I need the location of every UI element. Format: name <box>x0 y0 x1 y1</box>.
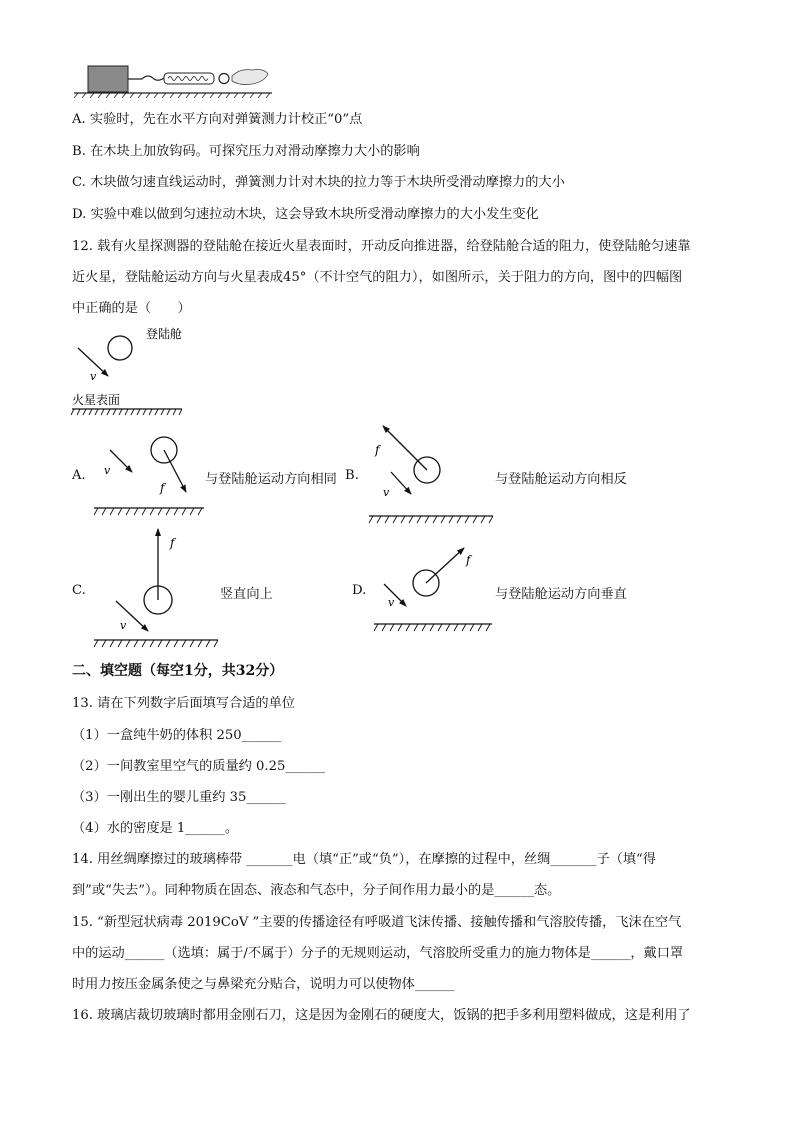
q11-option-b: B. 在木块上加放钩码。可探究压力对滑动摩擦力大小的影响 <box>72 144 420 159</box>
q14-line-1: 14. 用丝绸摩擦过的玻璃棒带 _______电（填“正”或“负”），在摩擦的过程中，丝绸_______子（填“得 <box>72 852 656 867</box>
choice-b-letter[interactable]: B. <box>345 468 359 483</box>
q12-line-2: 近火星，登陆舱运动方向与火星表成45°（不计空气的阻力），如图所示，关于阻力的方向，图中的四幅图 <box>72 270 683 285</box>
section-heading: 二、填空题（每空1分，共32分） <box>72 663 284 679</box>
q12-line-3: 中正确的是（ ） <box>72 301 191 316</box>
q11-option-c: C. 木块做匀速直线运动时，弹簧测力计对木块的拉力等于木块所受滑动摩擦力的大小 <box>72 175 565 190</box>
surface-hatch <box>369 516 493 523</box>
spring-scale-figure <box>72 60 282 100</box>
force-label: f <box>466 553 471 567</box>
velocity-arrow <box>391 472 411 494</box>
choice-a-letter[interactable]: A. <box>72 468 86 483</box>
velocity-label: v <box>383 486 390 499</box>
q14-line-2: 到”或“失去”）。同种物质在固态、液态和气态中，分子间作用力最小的是______态。 <box>72 883 561 898</box>
q15-line-2: 中的运动______（选填：属于/不属于）分子的无规则运动，气溶胶所受重力的施力物体是______，戴口罩 <box>72 946 684 961</box>
q12-line-1: 12. 载有火星探测器的登陆舱在接近火星表面时，开动反向推进器，给登陆舱合适的阻力，使登陆舱匀速靠 <box>72 239 691 254</box>
q13-item-3: （3）一刚出生的婴儿重约 35______ <box>72 790 286 805</box>
velocity-label: v <box>120 619 127 632</box>
velocity-label: v <box>90 370 97 383</box>
q13-item-4: （4）水的密度是 1______。 <box>72 821 239 836</box>
velocity-label: v <box>104 464 111 477</box>
lander-label: 登陆舱 <box>146 327 183 341</box>
spring-scale-body <box>164 73 214 84</box>
q13-item-2: （2）一间教室里空气的质量约 0.25______ <box>72 759 325 774</box>
force-label: f <box>375 443 380 457</box>
force-label: f <box>170 536 175 550</box>
surface-hatch <box>71 409 182 415</box>
q13-prompt: 13. 请在下列数字后面填写合适的单位 <box>72 696 295 711</box>
force-arrow <box>426 548 464 583</box>
velocity-label: v <box>388 596 395 609</box>
choice-d-letter[interactable]: D. <box>352 583 367 598</box>
choice-b-description: 与登陆舱运动方向相反 <box>495 472 627 487</box>
q12-main-figure <box>70 322 210 422</box>
q16-line-1: 16. 玻璃店裁切玻璃时都用金刚石刀，这是因为金刚石的硬度大，饭锅的把手多利用塑料做成，这是利用了 <box>72 1008 691 1023</box>
scale-ring <box>219 74 229 84</box>
surface-label: 火星表面 <box>72 393 121 407</box>
surface-hatch <box>374 624 490 631</box>
velocity-arrow <box>110 450 132 472</box>
choice-a-description: 与登陆舱运动方向相同 <box>205 472 337 487</box>
surface-hatch <box>94 640 218 647</box>
surface-hatch <box>94 508 202 515</box>
hand-icon <box>232 70 268 85</box>
q11-option-d: D. 实验中难以做到匀速拉动木块，这会导致木块所受滑动摩擦力的大小发生变化 <box>72 207 539 222</box>
lander-circle <box>108 336 132 360</box>
wooden-block <box>88 66 128 92</box>
choice-c-description: 竖直向上 <box>220 587 273 602</box>
q13-item-1: （1）一盒纯牛奶的体积 250______ <box>72 728 282 743</box>
q15-line-1: 15. “新型冠状病毒 2019CoV ”主要的传播途径有呼吸道飞沫传播、接触传播和气溶胶传播，飞沫在空气 <box>72 915 682 930</box>
choice-c-figure <box>90 525 225 655</box>
force-label: f <box>160 481 165 495</box>
choice-d-description: 与登陆舱运动方向垂直 <box>495 587 627 602</box>
choice-d-figure <box>370 540 500 640</box>
hook <box>128 76 164 80</box>
table-hatch <box>74 93 270 98</box>
choice-b-figure <box>365 420 500 530</box>
choice-a-figure <box>90 428 210 520</box>
q15-line-3: 时用力按压金属条使之与鼻梁充分贴合，说明力可以使物体______ <box>72 977 455 992</box>
choice-c-letter[interactable]: C. <box>72 583 86 598</box>
q11-option-a: A. 实验时，先在水平方向对弹簧测力计校正“0”点 <box>72 112 363 127</box>
force-arrow <box>383 426 427 470</box>
